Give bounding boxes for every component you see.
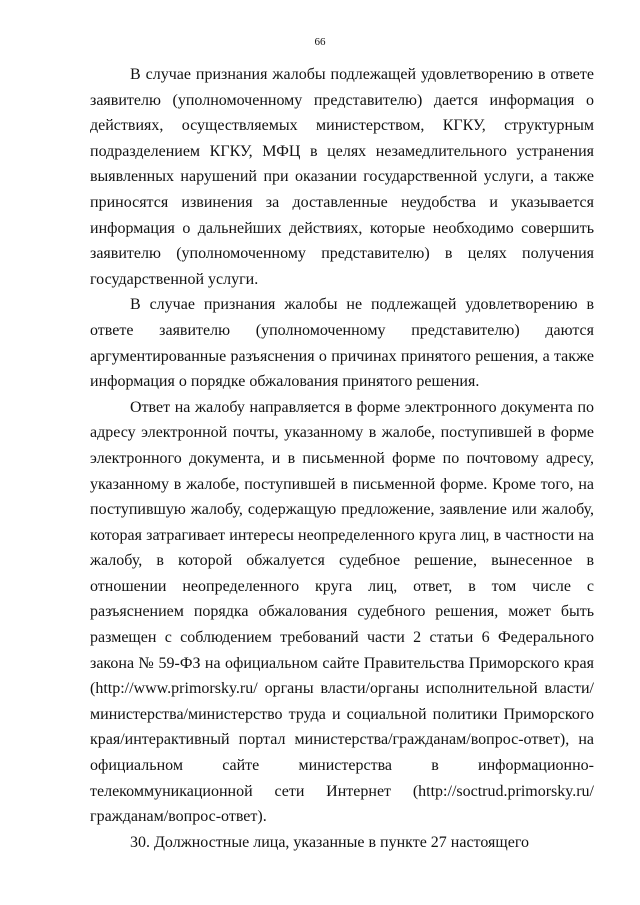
page-number: 66 — [314, 36, 326, 48]
document-body — [90, 62, 594, 855]
paragraph-negative-response: В случае признания жалобы не подлежащей удовлетворению в ответе заявителю (уполномоченному представителю) даются аргументированные разъяснения о причинах принятого решения, а также информация о порядке обжалования принятого решения. — [90, 296, 594, 391]
paragraph-positive-response: В случае признания жалобы подлежащей удовлетворению в ответе заявителю (уполномоченному представителю) дается информация о действиях, осуществляемых министерством, КГКУ, структурным подразделением КГКУ, МФЦ в целях незамедлительного устранения выявленных нарушений при оказании государственной услуги, а также приносятся извинения за доставленные неудобства и указывается информация о дальнейших действиях, которые необходимо совершить заявителю (уполномоченному представителю) в целях получения государственной услуги. — [90, 66, 594, 288]
paragraph-response-delivery: Ответ на жалобу направляется в форме электронного документа по адресу электронной почты, указанному в жалобе, поступившей в форме электронного документа, и в письменной форме по почтовому адресу, указанному в жалобе, поступившей в письменной форме. Кроме того, на поступившую жалобу, содержащую предложение, заявление или жалобу, которая затрагивает интересы неопределенного круга лиц, в частности на жалобу, в которой обжалуется судебное решение, вынесенное в отношении неопределенного круга лиц, ответ, в том числе с разъяснением порядка обжалования судебного решения, может быть размещен с соблюдением требований части 2 статьи 6 Федерального закона № 59-ФЗ на официальном сайте Правительства Приморского края (http://www.primorsky.ru/ органы власти/органы исполнительной власти/министерства/министерство труда и социальной политики Приморского края/интерактивный портал министерства/гражданам/вопрос-ответ), на официальном сайте министерства в информационно-телекоммуникационной сети Интернет (http://soctrud.primorsky.ru/ гражданам/вопрос-ответ). — [90, 398, 594, 826]
paragraph-item-30: 30. Должностные лица, указанные в пункте 27 настоящего — [130, 833, 529, 851]
